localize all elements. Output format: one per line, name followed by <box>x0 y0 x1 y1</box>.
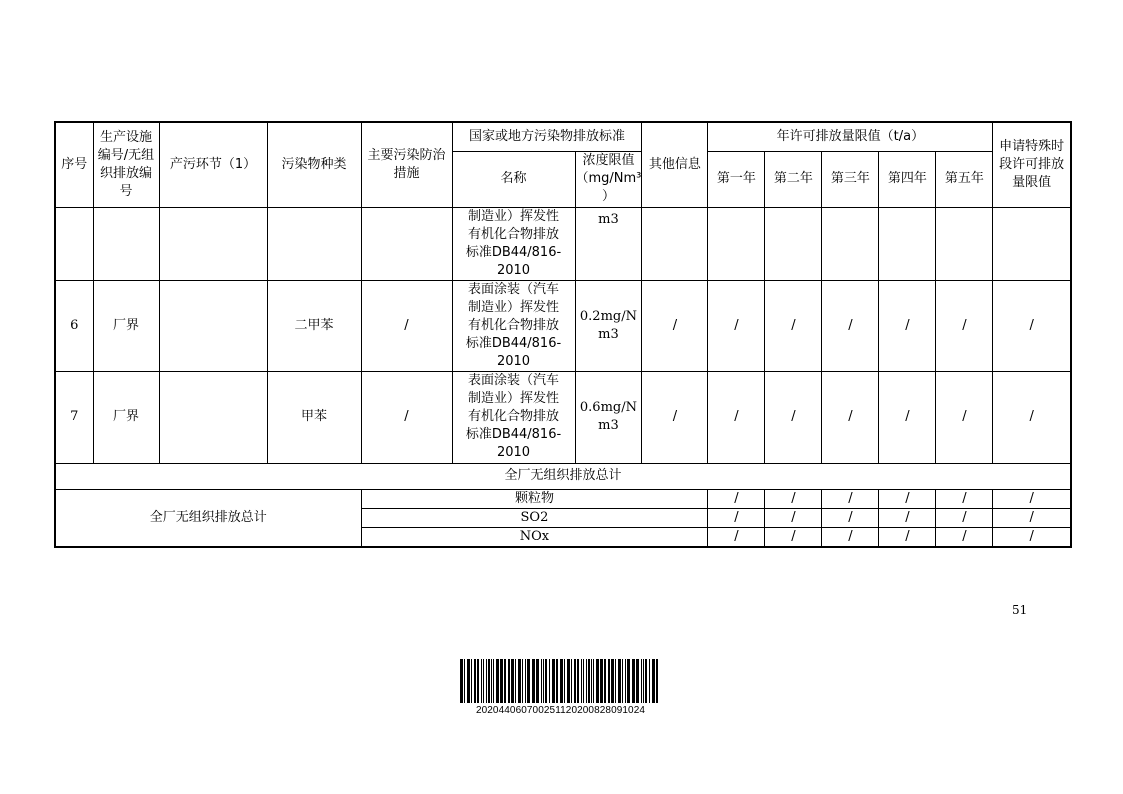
barcode-bar <box>491 659 492 703</box>
total-year-1: / <box>708 527 765 547</box>
continued-row <box>55 207 1071 280</box>
barcode-bar <box>611 659 614 703</box>
total-title-row <box>55 463 1071 489</box>
barcode-bar <box>652 659 655 703</box>
cell-empty <box>159 207 267 280</box>
cell-special: / <box>993 280 1071 371</box>
cell-year-2: / <box>765 280 822 371</box>
cell-year-3: / <box>822 371 879 463</box>
header-standard-group: 国家或地方污染物排放标准 <box>452 122 642 151</box>
header-facility: 生产设施 编号/无组 织排放编 号 <box>93 122 159 207</box>
barcode-bar <box>483 659 484 703</box>
header-year-1: 第一年 <box>708 151 765 207</box>
barcode-bar <box>618 659 621 703</box>
barcode-bar <box>586 659 587 703</box>
barcode-bar <box>583 659 584 703</box>
cell-year-3: / <box>822 280 879 371</box>
total-year-1: / <box>708 489 765 508</box>
barcode-bar <box>593 659 594 703</box>
total-section-title: 全厂无组织排放总计 <box>55 463 1071 489</box>
barcode-bar <box>581 659 582 703</box>
total-year-3: / <box>822 508 879 527</box>
barcode-bar <box>464 659 465 703</box>
barcode-bar <box>588 659 590 703</box>
barcode-bar <box>496 659 499 703</box>
barcode-bar <box>543 659 544 703</box>
barcode-bar <box>493 659 494 703</box>
barcode-bar <box>467 659 470 703</box>
barcode-bar <box>532 659 535 703</box>
barcode-bar <box>596 659 599 703</box>
header-pollution-link: 产污环节（1） <box>159 122 267 207</box>
cell-standard-name: 表面涂装（汽车 制造业）挥发性 有机化合物排放 标准DB44/816- 2010 <box>452 371 575 463</box>
cell-limit: m3 <box>575 207 642 280</box>
barcode-bar <box>567 659 570 703</box>
barcode-bar <box>604 659 606 703</box>
cell-special: / <box>993 371 1071 463</box>
table-row <box>55 371 1071 463</box>
total-year-4: / <box>879 508 936 527</box>
header-annual-limit-group: 年许可排放量限值（t/a） <box>708 122 993 151</box>
total-year-5: / <box>936 489 993 508</box>
barcode-bar <box>545 659 547 703</box>
barcode-bar <box>577 659 579 703</box>
header-other-info: 其他信息 <box>642 122 708 207</box>
cell-year-4: / <box>879 280 936 371</box>
barcode-bar <box>649 659 650 703</box>
total-year-4: / <box>879 527 936 547</box>
barcode-bar <box>477 659 479 703</box>
cell-empty <box>55 207 93 280</box>
barcode-bar <box>549 659 550 703</box>
cell-empty <box>765 207 822 280</box>
total-year-2: / <box>765 508 822 527</box>
header-special-period: 申请特殊时 段许可排放 量限值 <box>993 122 1071 207</box>
barcode-bar <box>636 659 639 703</box>
barcode-bar <box>643 659 644 703</box>
table-row <box>55 280 1071 371</box>
cell-seq: 6 <box>55 280 93 371</box>
barcode-bar <box>525 659 526 703</box>
barcode-bar <box>486 659 487 703</box>
cell-limit: 0.6mg/N m3 <box>575 371 642 463</box>
barcode-bar <box>627 659 630 703</box>
barcode-bar <box>560 659 563 703</box>
page-number: 51 <box>1012 603 1028 617</box>
cell-empty <box>708 207 765 280</box>
cell-empty <box>993 207 1071 280</box>
cell-empty <box>267 207 361 280</box>
total-item-name: NOx <box>361 527 708 547</box>
barcode-bar <box>471 659 472 703</box>
barcode-bar <box>552 659 555 703</box>
total-row-particulate <box>55 489 1071 508</box>
total-section-label: 全厂无组织排放总计 <box>55 489 361 547</box>
header-year-5: 第五年 <box>936 151 993 207</box>
total-year-5: / <box>936 527 993 547</box>
barcode-bar <box>508 659 510 703</box>
barcode-bar <box>481 659 482 703</box>
total-special: / <box>993 527 1071 547</box>
total-year-2: / <box>765 489 822 508</box>
header-prevention-measures: 主要污染防治 措施 <box>361 122 452 207</box>
total-year-3: / <box>822 527 879 547</box>
cell-measures: / <box>361 280 452 371</box>
barcode-bar <box>600 659 603 703</box>
cell-empty <box>822 207 879 280</box>
cell-year-4: / <box>879 371 936 463</box>
total-item-name: 颗粒物 <box>361 489 708 508</box>
barcode-bar <box>488 659 490 703</box>
total-special: / <box>993 508 1071 527</box>
cell-measures: / <box>361 371 452 463</box>
barcode-bar <box>641 659 642 703</box>
barcode-bar <box>527 659 530 703</box>
cell-limit: 0.2mg/N m3 <box>575 280 642 371</box>
cell-empty <box>936 207 993 280</box>
barcode-bar <box>625 659 626 703</box>
barcode-bar <box>511 659 514 703</box>
barcode-bar <box>622 659 623 703</box>
cell-other: / <box>642 280 708 371</box>
total-year-1: / <box>708 508 765 527</box>
total-year-4: / <box>879 489 936 508</box>
barcode-bar <box>564 659 565 703</box>
cell-empty <box>361 207 452 280</box>
cell-empty <box>879 207 936 280</box>
header-year-2: 第二年 <box>765 151 822 207</box>
cell-empty <box>642 207 708 280</box>
total-special: / <box>993 489 1071 508</box>
header-seq: 序号 <box>55 122 93 207</box>
cell-pollutant: 二甲苯 <box>267 280 361 371</box>
cell-year-1: / <box>708 371 765 463</box>
cell-year-1: / <box>708 280 765 371</box>
barcode-bar <box>515 659 516 703</box>
barcode-bar <box>632 659 635 703</box>
cell-standard-name: 表面涂装（汽车 制造业）挥发性 有机化合物排放 标准DB44/816- 2010 <box>452 280 575 371</box>
barcode-number: 20204406070025112020082809102​4 <box>475 705 646 716</box>
barcode-bar <box>571 659 572 703</box>
cell-empty <box>93 207 159 280</box>
cell-facility: 厂界 <box>93 371 159 463</box>
header-row-1 <box>55 122 1071 151</box>
barcode-bar <box>474 659 476 703</box>
header-standard-name: 名称 <box>452 151 575 207</box>
barcode-bar <box>518 659 521 703</box>
cell-pollutant: 甲苯 <box>267 371 361 463</box>
cell-year-2: / <box>765 371 822 463</box>
cell-link <box>159 280 267 371</box>
cell-other: / <box>642 371 708 463</box>
header-year-4: 第四年 <box>879 151 936 207</box>
barcode-bar <box>460 659 463 703</box>
barcode-bar <box>556 659 558 703</box>
barcode-bar <box>541 659 542 703</box>
emission-limits-table <box>54 121 1072 548</box>
total-year-3: / <box>822 489 879 508</box>
header-concentration-limit: 浓度限值 （mg/Nm³ ） <box>575 151 642 207</box>
barcode-bar <box>608 659 610 703</box>
barcode-bar <box>504 659 506 703</box>
barcode-bar <box>574 659 576 703</box>
header-year-3: 第三年 <box>822 151 879 207</box>
barcode-bar <box>615 659 616 703</box>
barcode-bar <box>536 659 539 703</box>
barcode-image <box>459 659 662 703</box>
barcode-bar <box>645 659 647 703</box>
cell-year-5: / <box>936 280 993 371</box>
cell-facility: 厂界 <box>93 280 159 371</box>
header-pollutant-type: 污染物种类 <box>267 122 361 207</box>
total-year-5: / <box>936 508 993 527</box>
barcode-bar <box>522 659 523 703</box>
barcode-bar <box>656 659 658 703</box>
cell-year-5: / <box>936 371 993 463</box>
cell-link <box>159 371 267 463</box>
cell-standard-name: 制造业）挥发性 有机化合物排放 标准DB44/816- 2010 <box>452 207 575 280</box>
total-year-2: / <box>765 527 822 547</box>
cell-seq: 7 <box>55 371 93 463</box>
total-item-name: SO2 <box>361 508 708 527</box>
barcode-bar <box>500 659 503 703</box>
barcode-bar <box>591 659 592 703</box>
